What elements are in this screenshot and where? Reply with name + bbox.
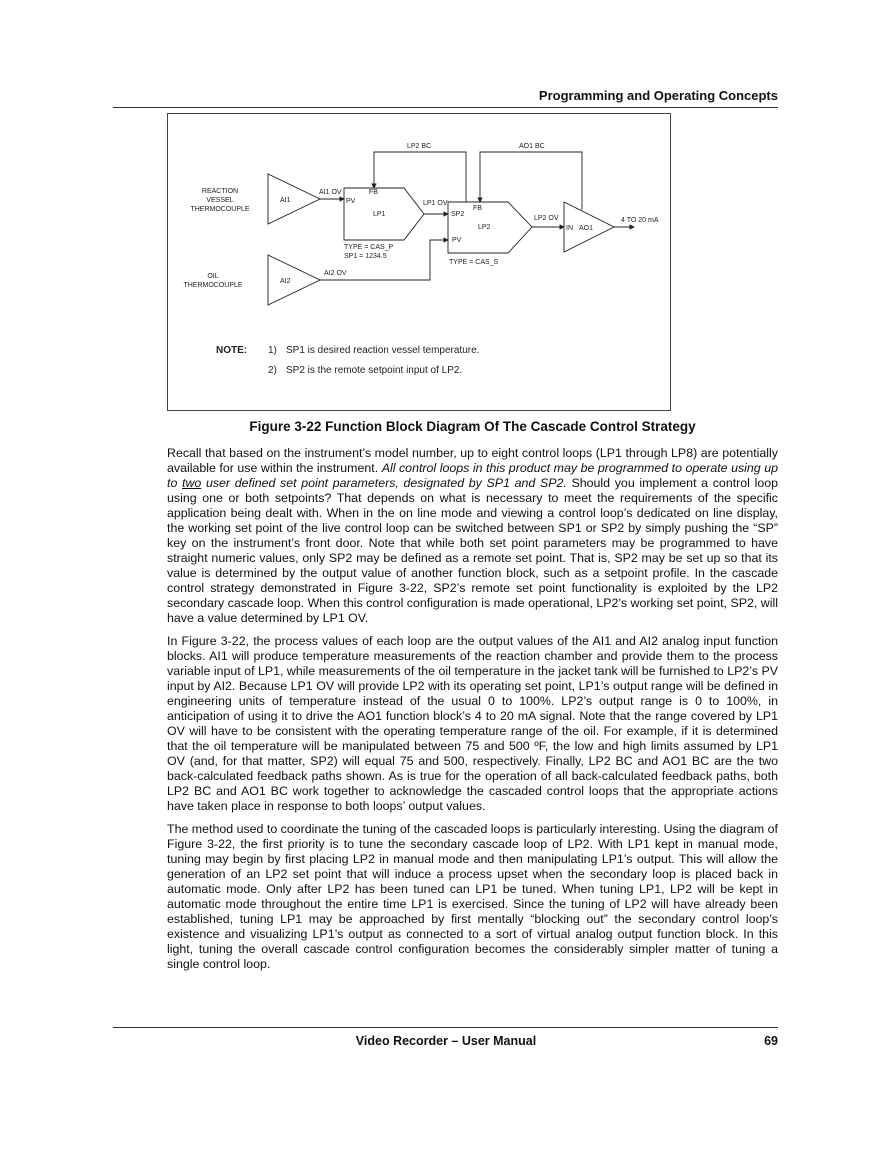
lp2-type-label: TYPE = CAS_S bbox=[449, 259, 499, 266]
ai2-label: AI2 bbox=[280, 278, 291, 285]
page-number: 69 bbox=[764, 1034, 778, 1048]
p1-underline: two bbox=[182, 476, 202, 490]
figure-caption: Figure 3-22 Function Block Diagram Of The Cascade Control Strategy bbox=[249, 419, 696, 434]
paragraph-1 bbox=[167, 446, 778, 626]
diagram-svg bbox=[168, 114, 670, 410]
output-label: 4 TO 20 mA bbox=[621, 217, 659, 224]
p1-text-b: Should you implement a control loop using one or both setpoints? That depends on what is necessary to meet the requirements of the specific application being dealt with. When in the on line mode and viewing a control loop’s dedicated on line display, the working set point of the live control loop can be switched between SP1 or SP2 by simply pushing the “SP” key on the instrument’s front door. Note that while both set point parameters may be programmed to have straight numeric values, only SP2 may be defined as a remote set point. That is, SP2 may be set up so that its value is determined by the output value of another function block, such as a setpoint profile. In the cascade control strategy demonstrated in Figure 3-22, SP2’s remote set point functionality is exploited by the LP2 secondary cascade loop. When this control configuration is made operational, LP2’s working set point, SP2, will have a value determined by LP1 OV. bbox=[167, 476, 779, 625]
ao1-in-label: IN bbox=[566, 225, 573, 232]
p1-italic-1: All control loops in this product may be programmed to operate using up to bbox=[167, 461, 778, 490]
reaction-vessel-label-3: THERMOCOUPLE bbox=[190, 206, 250, 213]
note-1-text: SP1 is desired reaction vessel temperature. bbox=[286, 345, 480, 356]
p1-italic-2: user defined set point parameters, designated by SP1 and SP2. bbox=[201, 476, 567, 490]
paragraph-3: The method used to coordinate the tuning of the cascaded loops is particularly interesting. Using the diagram of Figure 3-22, the first priority is to tune the secondary cascade loop of LP2. With LP1 kept in manual mode, tuning may begin by first placing LP2 in manual mode and then manipulating LP1’s output. This will allow the generation of an LP2 set point that will induce a process upset when the secondary loop is placed back in automatic mode. Only after LP2 has been tuned can LP1 be tuned. When tuning LP1, LP2 will be kept in automatic mode throughout the entire time LP1 is exercised. Since the tuning of LP2 will have already been established, tuning LP1 may be approached by first mentally “blocking out” the secondary control loop’s existence and visualizing LP1’s output as connected to a sort of virtual analog output function block. In this light, tuning the overall cascade control configuration becomes the considerably simpler matter of tuning a single control loop. bbox=[167, 822, 778, 971]
ai1-block bbox=[268, 174, 320, 224]
ao1-bc-label: AO1 BC bbox=[519, 143, 545, 150]
lp1-pv-label: PV bbox=[346, 198, 356, 205]
reaction-vessel-label-2: VESSEL bbox=[206, 197, 234, 204]
lp1-fb-label: FB bbox=[369, 189, 378, 196]
ai2-ov-label: AI2 OV bbox=[324, 270, 347, 277]
ai2-block bbox=[268, 255, 320, 305]
footer-title: Video Recorder – User Manual bbox=[355, 1034, 537, 1048]
note-2-num: 2) bbox=[268, 365, 277, 376]
ai1-ov-label: AI1 OV bbox=[319, 189, 342, 196]
ai1-label: AI1 bbox=[280, 197, 291, 204]
lp1-ov-label: LP1 OV bbox=[423, 200, 448, 207]
paragraph-2: In Figure 3-22, the process values of each loop are the output values of the AI1 and AI2 analog input function blocks. AI1 will produce temperature measurements of the reaction chamber and provide them to the process variable input of LP1, while measurements of the oil temperature in the jacket tank will be furnished to LP2’s PV input by AI2. Because LP1 OV will provide LP2 with its operating set point, LP1’s output range will be defined in engineering units of temperature instead of the usual 0 to 100%. LP2’s output range is 0 to 100%, in anticipation of using it to drive the AO1 function block’s 4 to 20 mA signal. Note that the range covered by LP1 OV will have to be consistent with the operating temperature range of the oil. For example, if it is determined that the oil temperature will be manipulated between 75 and 500 ºF, the low and high limits assumed by LP1 OV (and, for that matter, SP2) will equal 75 and 500, respectively. Finally, LP2 BC and AO1 BC are the two back-calculated feedback paths shown. As is true for the operation of all back-calculated feedback paths, both LP2 BC and AO1 BC work together to acknowledge the cascaded control loops that the appropriate actions have taken place in response to both loops’ output values. bbox=[167, 634, 778, 813]
ao1-label: AO1 bbox=[579, 225, 594, 232]
oil-label-2: THERMOCOUPLE bbox=[183, 282, 243, 289]
page-header-title: Programming and Operating Concepts bbox=[538, 88, 778, 103]
header-rule bbox=[113, 107, 778, 108]
lp2-sp2-label: SP2 bbox=[451, 211, 465, 218]
p1-text-a: Recall that based on the instrument’s model number, up to eight control loops (LP1 through LP8) are potentially available for use within the instrument. bbox=[167, 446, 778, 475]
footer-rule bbox=[113, 1027, 778, 1028]
lp2-pv-label: PV bbox=[452, 237, 462, 244]
body-text bbox=[167, 446, 778, 980]
lp2-label: LP2 bbox=[478, 224, 491, 231]
note-2-text: SP2 is the remote setpoint input of LP2. bbox=[286, 365, 463, 376]
lp2-ov-label: LP2 OV bbox=[534, 215, 559, 222]
lp2-fb-label: FB bbox=[473, 205, 482, 212]
lp1-sp1-label: SP1 = 1234.5 bbox=[344, 253, 387, 260]
lp1-label: LP1 bbox=[373, 211, 386, 218]
note-1-num: 1) bbox=[268, 345, 277, 356]
function-block-diagram bbox=[167, 113, 671, 411]
reaction-vessel-label-1: REACTION bbox=[201, 188, 239, 195]
note-heading: NOTE: bbox=[216, 345, 248, 356]
lp1-type-label: TYPE = CAS_P bbox=[344, 244, 394, 251]
oil-label-1: OIL bbox=[207, 273, 219, 280]
lp2-bc-label: LP2 BC bbox=[407, 143, 432, 150]
